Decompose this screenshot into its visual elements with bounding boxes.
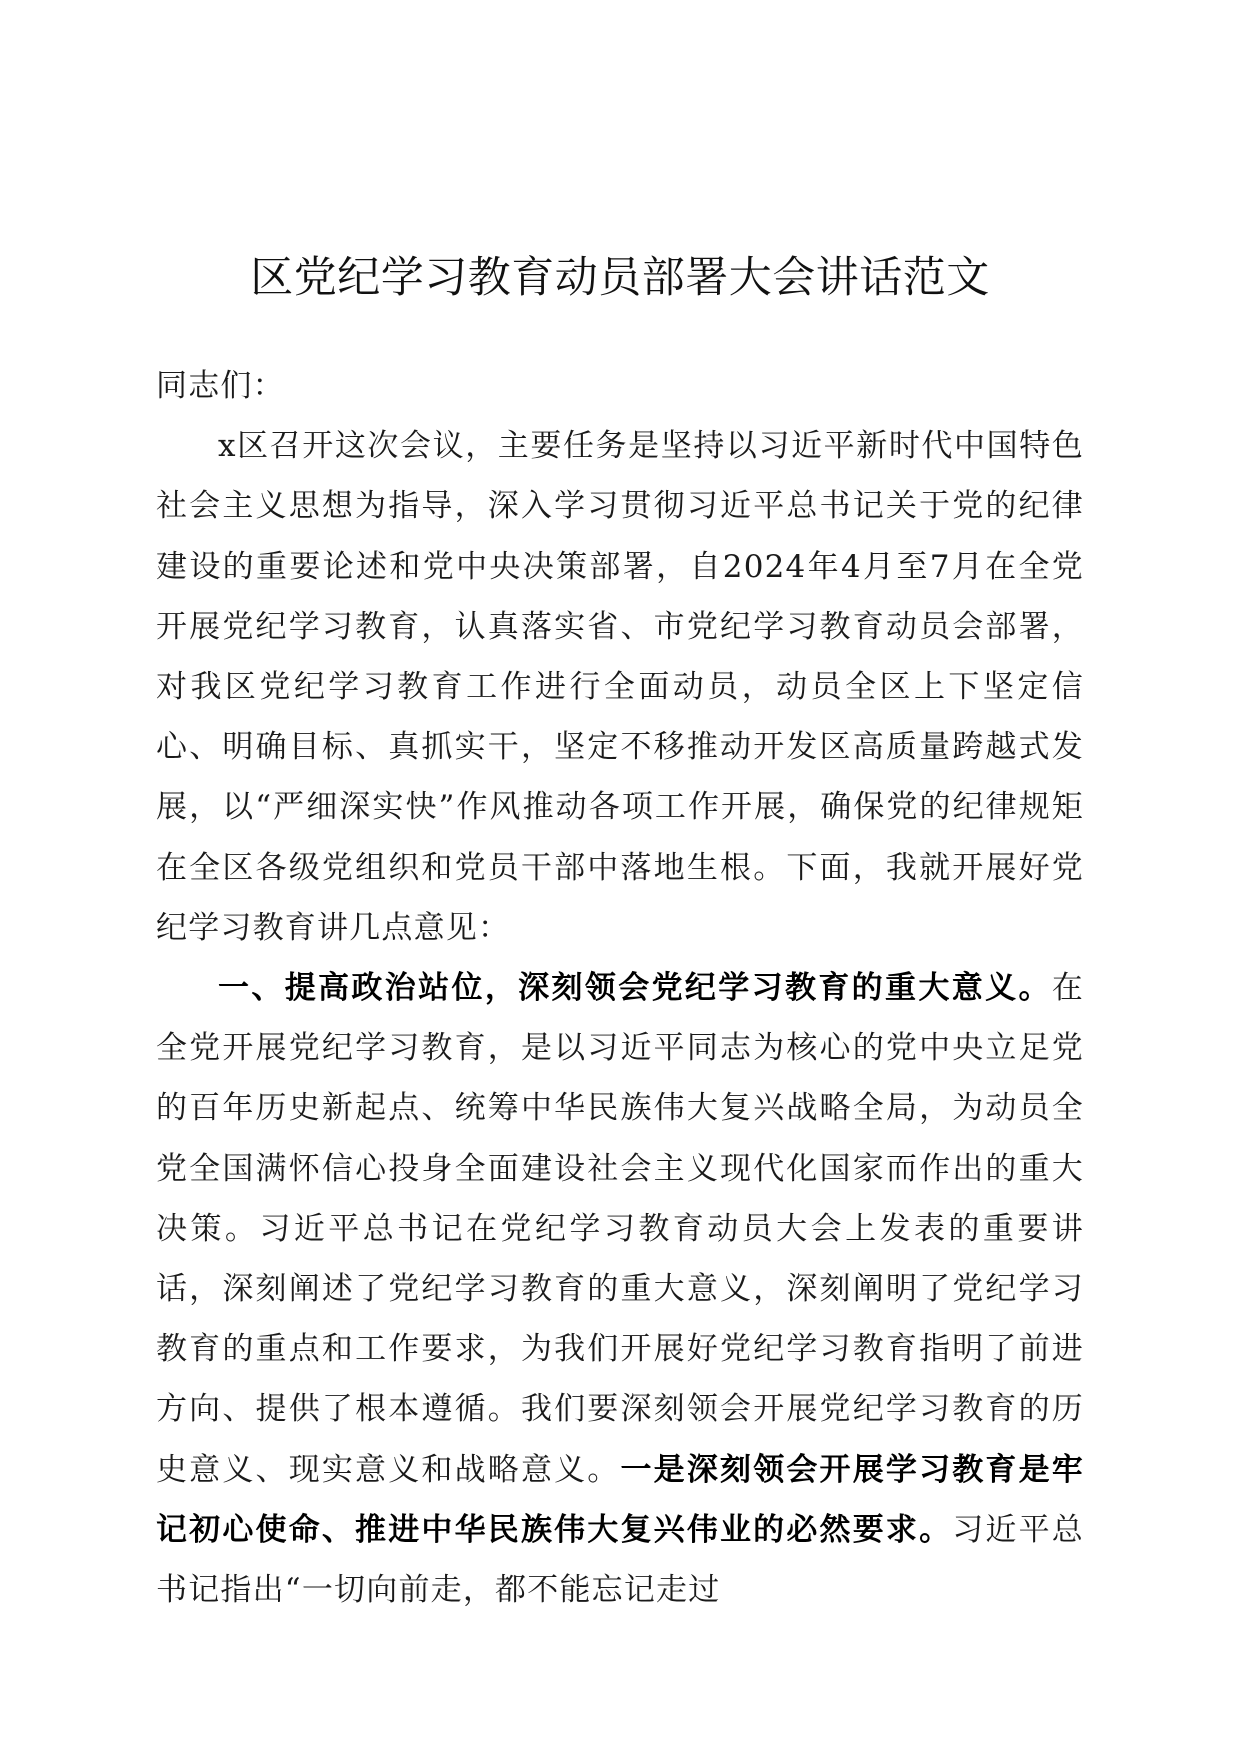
salutation: 同志们： bbox=[156, 368, 285, 404]
section-1-paragraph bbox=[156, 958, 1084, 1620]
intro-paragraph: x区召开这次会议，主要任务是坚持以习近平新时代中国特色社会主义思想为指导，深入学习贯彻习近平总书记关于党的纪律建设的重要论述和党中央决策部署，自2024年4月至7月在全党开展党纪学习教育，认真落实省、市党纪学习教育动员会部署，对我区党纪学习教育工作进行全面动员，动员全区上下坚定信心、明确目标、真抓实干，坚定不移推动开发区高质量跨越式发展，以“严细深实快”作风推动各项工作开展，确保党的纪律规矩在全区各级党组织和党员干部中落地生根。下面，我就开展好党纪学习教育讲几点意见： bbox=[156, 428, 1084, 946]
section-1-heading: 一、提高政治站位，深刻领会党纪学习教育的重大意义。 bbox=[218, 970, 1052, 1007]
point-1-heading: 一是深刻领会开展学习教育是牢记初心使命、推进中华民族伟大复兴伟业的必然要求。 bbox=[156, 1451, 1084, 1548]
document-title: 区党纪学习教育动员部署大会讲话范文 bbox=[250, 253, 990, 303]
point-1-text: 习近平总书记指出“一切向前走，都不能忘记走过 bbox=[156, 1511, 1084, 1609]
document-body bbox=[156, 356, 1084, 1620]
section-1-text: 在全党开展党纪学习教育，是以习近平同志为核心的党中央立足党的百年历史新起点、统筹中华民族伟大复兴战略全局，为动员全党全国满怀信心投身全面建设社会主义现代化国家而作出的重大决策。习近平总书记在党纪学习教育动员大会上发表的重要讲话，深刻阐述了党纪学习教育的重大意义，深刻阐明了党纪学习教育的重点和工作要求，为我们开展好党纪学习教育指明了前进方向、提供了根本遵循。我们要深刻领会开展党纪学习教育的历史意义、现实意义和战略意义。 bbox=[156, 970, 1084, 1488]
